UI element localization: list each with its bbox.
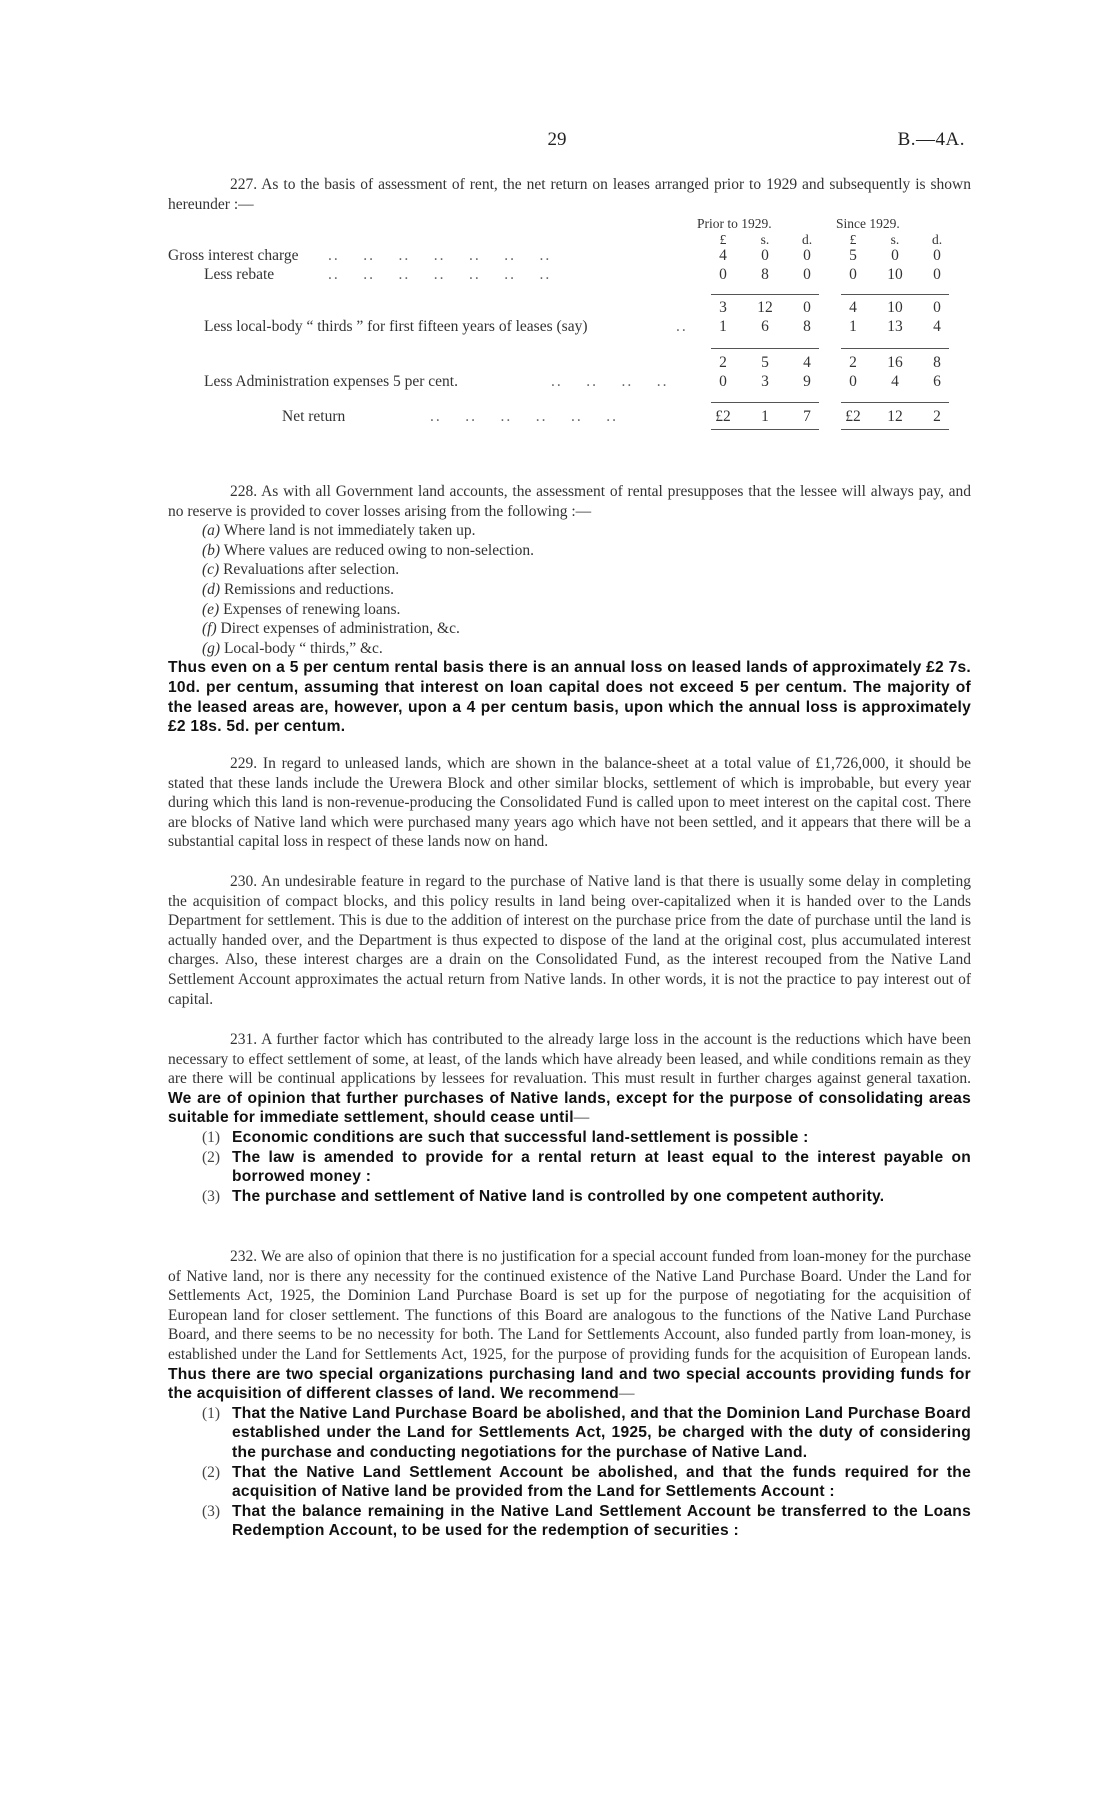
list-item: (d) Remissions and reductions. [202, 580, 395, 598]
list-item: (b) Where values are reduced owing to non-selection. [202, 541, 534, 559]
paragraph-232-bold: Thus there are two special organizations purchasing land and two special accounts providing funds for the acquisition of different classes of land. We recommend [168, 1365, 971, 1403]
row-label: Gross interest charge [168, 247, 299, 264]
paragraph-232-text: 232. We are also of opinion that there is no justification for a special account funded from loan-money for the purchase of Native land, nor is there any necessity for the continued existence of the Native Land Purchase Board. Under the Land for Settlements Act, 1925, the Dominion Land Purchase Board is set up for the purpose of negotiating for the acquisition of European land for closer settlement. The functions of this Board are analogous to the functions of the Native Land Purchase Board, and there seems to be no necessity for both. The Land for Settlements Account, also funded partly from loan-money, is established under the Land for Settlements Act, 1925, for the purpose of providing funds for the acquisition of European lands. Thus there are two special organizations purchasing land and two special accounts providing funds for the acquisition of different classes of land. We recommend— [168, 1248, 971, 1403]
list-item: (f) Direct expenses of administration, &c. [202, 620, 460, 638]
row-label: Less local-body “ thirds ” for first fifteen years of leases (say) [204, 318, 588, 335]
paragraph-232 [168, 1247, 971, 1541]
sum-rule [841, 294, 949, 295]
sum-rule [841, 402, 949, 403]
sum-rule [841, 348, 949, 349]
list-item: (1) Economic conditions are such that successful land-settlement is possible : [202, 1128, 809, 1146]
paragraph-230-text: 230. An undesirable feature in regard to the purchase of Native land is that there is usually some delay in completing the acquisition of compact blocks, and this policy results in land being over-capitalized when it is handed over to the Lands Department for settlement. This is due to the addition of interest on the purchase price from the date of purchase until the land is actually handed over, and the Department is thus expected to dispose of the land at the original cost, plus accumulated interest charges. Also, these interest charges are a drain on the Consolidated Fund, as the interest recouped from the Native Land Settlement Account approximates the actual return from Native lands. In other words, it is not the practice to pay interest out of capital. [168, 873, 971, 1008]
paragraph-230 [168, 872, 971, 1009]
sum-rule [711, 294, 819, 295]
conditions-list [168, 1128, 971, 1206]
list-item: (g) Local-body “ thirds,” &c. [202, 639, 383, 657]
column-title-since: Since 1929. [836, 216, 900, 231]
list-item: (e) Expenses of renewing loans. [202, 600, 401, 618]
sum-rule [711, 402, 819, 403]
list-item: (1) That the Native Land Purchase Board be abolished, and that the Dominion Land Purchase Board established under the Land for Settlements Act, 1925, be charged with the duty of considering the purchase and conducting negotiations for the purchase of Native Land. [202, 1404, 971, 1461]
paragraph-231 [168, 1030, 971, 1206]
paragraph-229 [168, 754, 971, 852]
units-header-prior: £ s. d. [719, 232, 813, 247]
units-header-since: £ s. d. [849, 232, 943, 247]
list-item: (c) Revaluations after selection. [202, 561, 400, 579]
list-item: (2) That the Native Land Settlement Account be abolished, and that the funds required for the acquisition of Native land be provided from the Land for Settlements Account : [202, 1463, 971, 1501]
table-row: Net return .. .. .. .. .. .. £2 1 7 £2 12 2 [282, 408, 941, 425]
total-rule [841, 429, 949, 430]
paragraph-228-conclusion: Thus even on a 5 per centum rental basis there is an annual loss on leased lands of approximately £2 7s. 10d. per centum, assuming that interest on loan capital does not exceed 5 per centum. The majority of the leased areas are, however, upon a 4 per centum basis, upon which the annual loss is approximately £2 18s. 5d. per centum. [168, 659, 971, 736]
row-label: Net return [282, 408, 346, 425]
list-item: (2) The law is amended to provide for a rental return at least equal to the interest payable on borrowed money : [202, 1148, 971, 1186]
document-reference: B.—4A. [897, 129, 965, 150]
list-item: (3) The purchase and settlement of Native land is controlled by one competent authority. [202, 1187, 885, 1205]
row-label: Less rebate [204, 266, 275, 283]
paragraph-231-text: 231. A further factor which has contributed to the already large loss in the account is the reductions which have been necessary to effect settlement of some, at least, of the lands which have already been leased, and while conditions remain as they are there will be continual applications by lessees for revaluation. This must result in further charges against general taxation. We are of opinion that further purchases of Native lands, except for the purpose of consolidating areas suitable for immediate settlement, should cease until— [168, 1031, 971, 1127]
total-rule [711, 429, 819, 430]
row-label: Less Administration expenses 5 per cent. [204, 373, 458, 390]
paragraph-229-text: 229. In regard to unleased lands, which are shown in the balance-sheet at a total value of £1,726,000, it should be stated that these lands include the Urewera Block and other similar blocks, settlement of which is improbable, but every year during which this land is non-revenue-producing the Consolidated Fund is called upon to meet interest on the capital cost. There are blocks of Native land which were purchased many years ago which have not been settled, and it appears that there will be a substantial capital loss in respect of these lands now on hand. [168, 755, 971, 851]
sum-rule [711, 348, 819, 349]
list-item: (3) That the balance remaining in the Native Land Settlement Account be transferred to the Loans Redemption Account, to be used for the redemption of securities : [202, 1502, 971, 1540]
table-row: Gross interest charge .. .. .. .. .. .. .. 4 0 0 5 0 0 [168, 247, 941, 264]
paragraph-227-text: 227. As to the basis of assessment of rent, the net return on leases arranged prior to 1929 and subsequently is shown hereunder :— [168, 176, 971, 213]
table-row: 2 5 4 2 16 8 [719, 354, 941, 371]
recommendations-list [168, 1404, 971, 1541]
column-title-prior: Prior to 1929. [697, 216, 772, 231]
paragraph-231-bold: We are of opinion that further purchases of Native lands, except for the purpose of consolidating areas suitable for immediate settlement, should cease until [168, 1089, 971, 1127]
table-row: 3 12 0 4 10 0 [719, 299, 941, 316]
list-item: (a) Where land is not immediately taken up. [202, 522, 476, 540]
loss-causes-list [168, 521, 971, 658]
table-row: Less Administration expenses 5 per cent. .. .. .. .. 0 3 9 0 4 6 [204, 373, 941, 390]
table-row: Less local-body “ thirds ” for first fifteen years of leases (say) .. 1 6 8 1 13 4 [204, 318, 941, 335]
table-row: Less rebate .. .. .. .. .. .. .. 0 8 0 0 10 0 [204, 266, 941, 283]
paragraph-227 [168, 175, 971, 214]
rent-table [168, 214, 971, 432]
paragraph-228-intro: 228. As with all Government land accounts, the assessment of rental presupposes that the lessee will always pay, and no reserve is provided to cover losses arising from the following :— [168, 483, 971, 520]
paragraph-228 [168, 482, 971, 737]
page-number: 29 [547, 129, 567, 150]
